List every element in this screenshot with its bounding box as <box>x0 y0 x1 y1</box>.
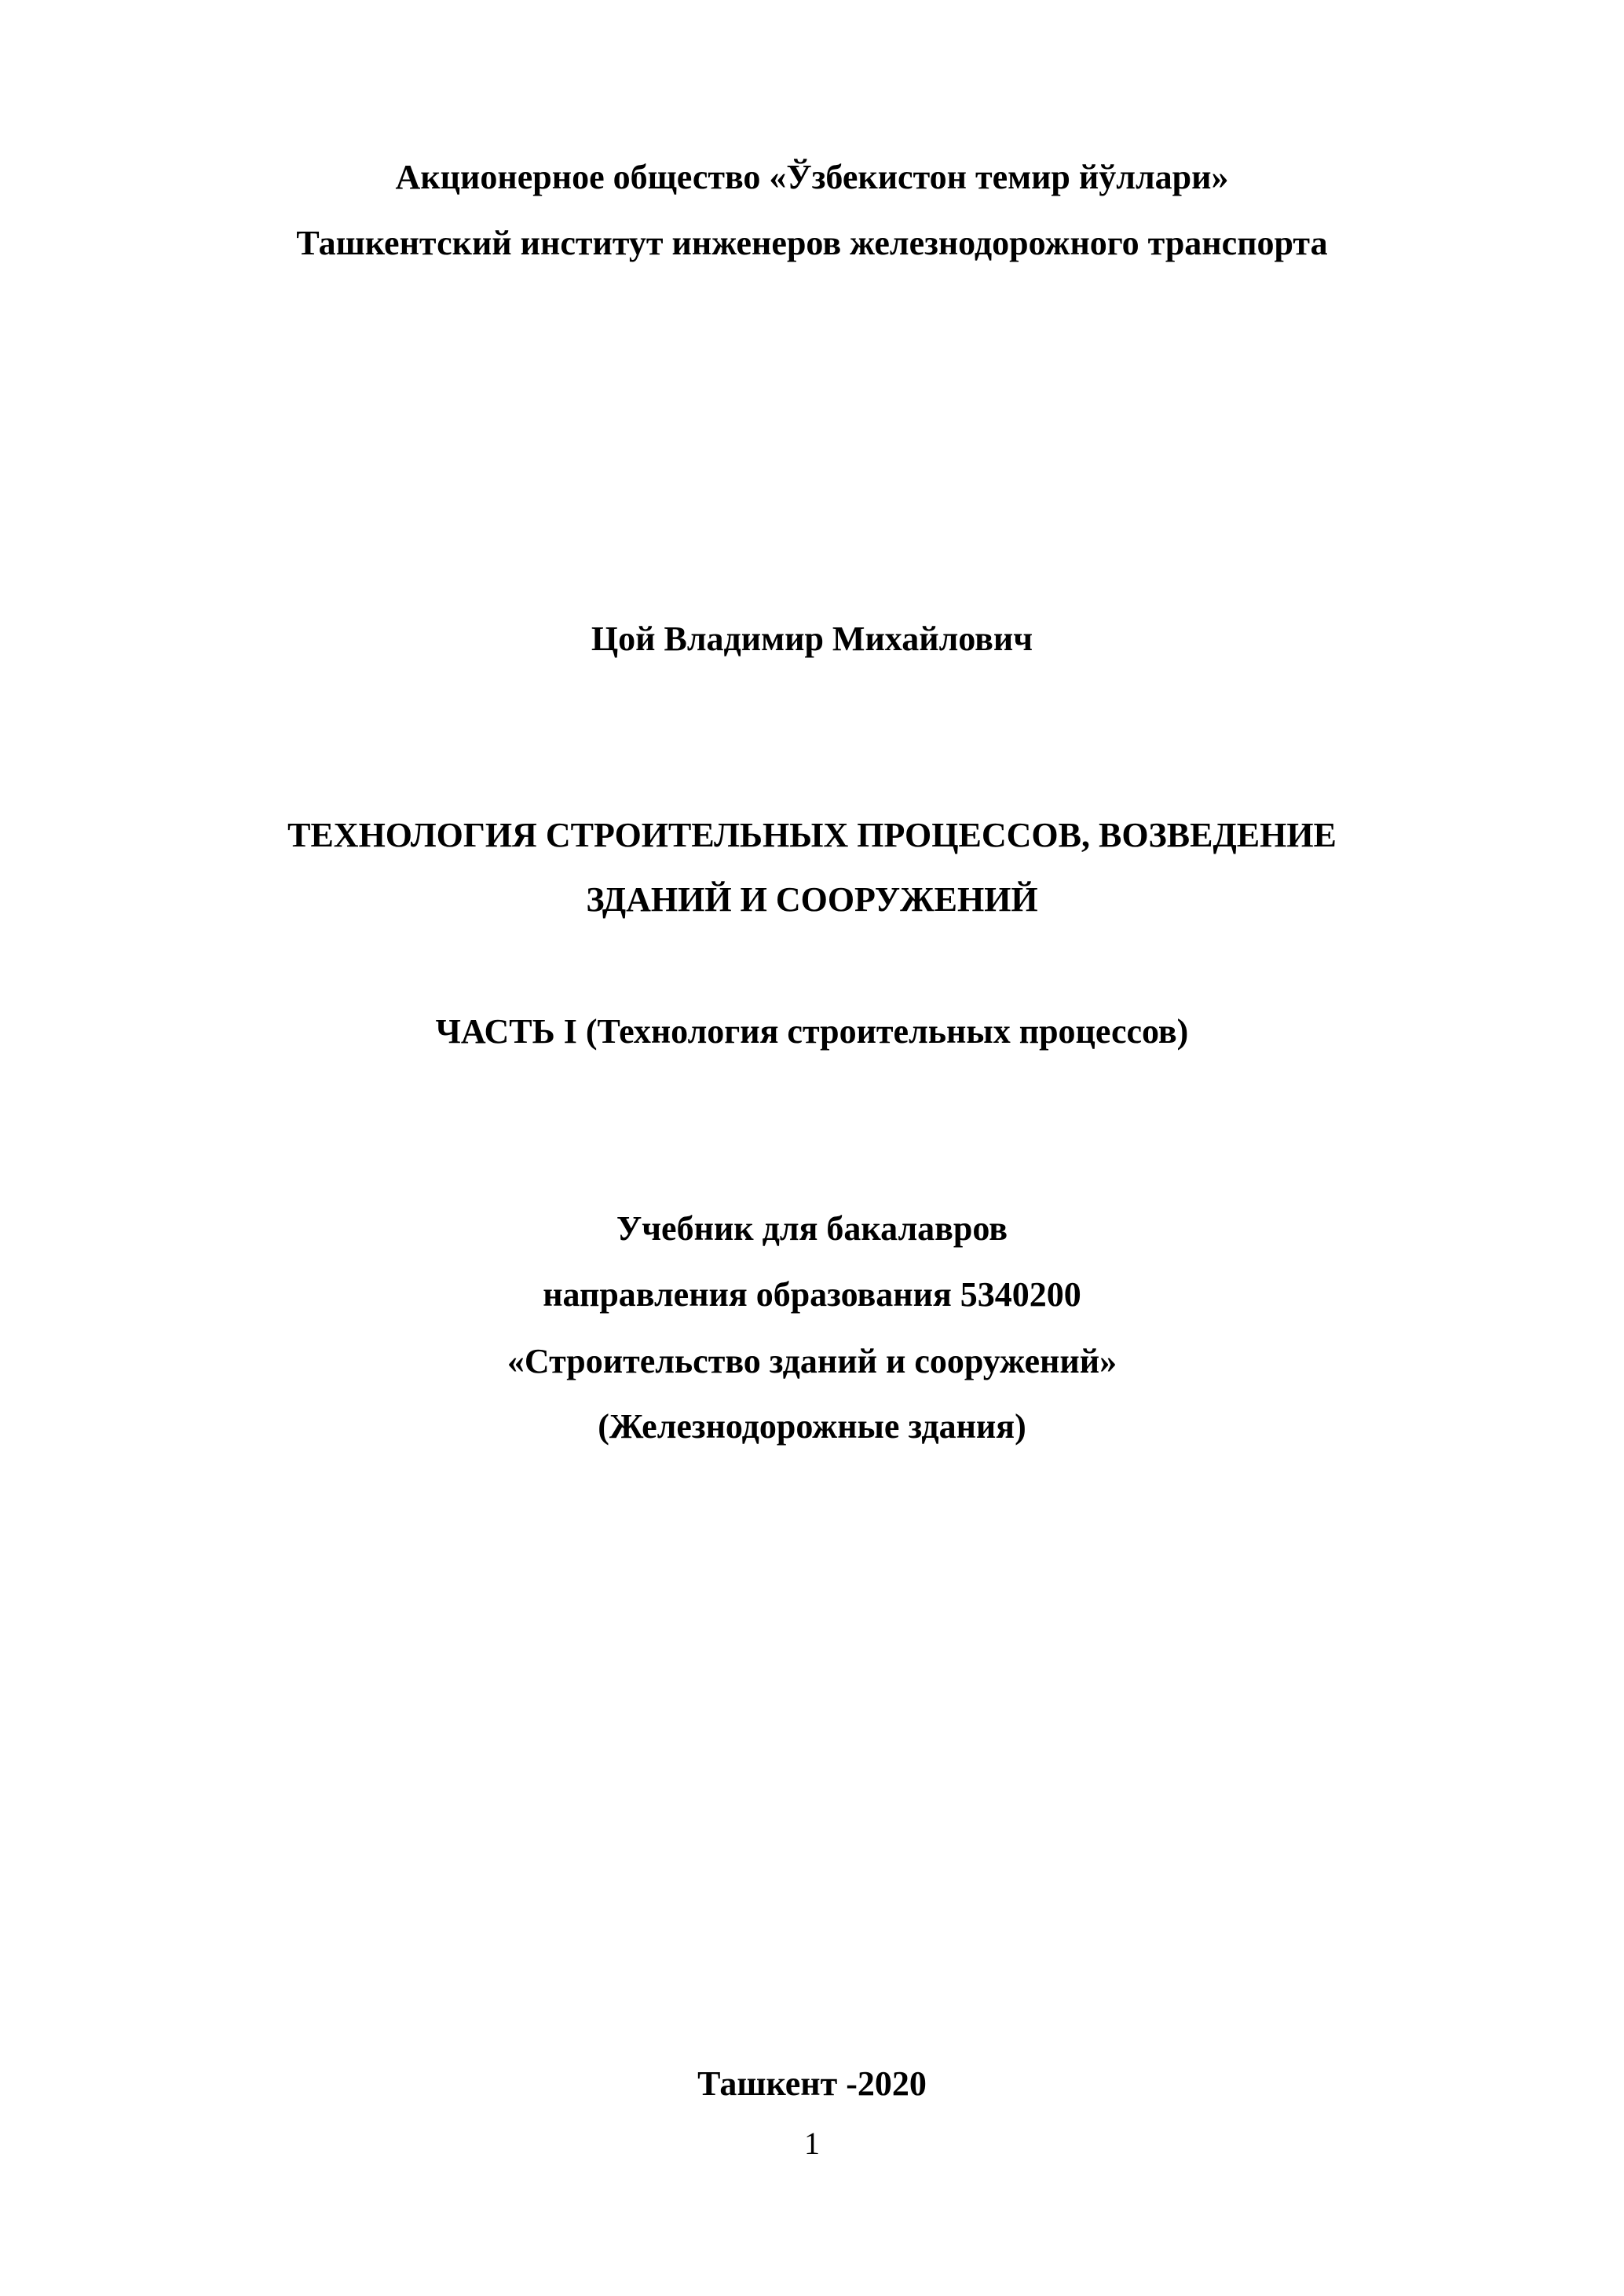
place-and-year: Ташкент -2020 <box>697 2064 927 2103</box>
institute-name: Ташкентский институт инженеров железнодорожного транспорта <box>296 224 1328 262</box>
organization-name: Акционерное общество «Ўзбекистон темир йўллари» <box>395 158 1229 196</box>
part-heading: ЧАСТЬ I (Технология строительных процессов) <box>435 1012 1189 1051</box>
description-line-2: направления образования 5340200 <box>543 1275 1081 1314</box>
description-line-1: Учебник для бакалавров <box>616 1209 1008 1248</box>
title-line-1: ТЕХНОЛОГИЯ СТРОИТЕЛЬНЫХ ПРОЦЕССОВ, ВОЗВЕДЕНИЕ <box>287 816 1337 854</box>
page-number: 1 <box>804 2126 820 2161</box>
author-name: Цой Владимир Михайлович <box>591 620 1033 658</box>
description-line-3: «Строительство зданий и сооружений» <box>507 1342 1117 1380</box>
description-line-4: (Железнодорожные здания) <box>598 1407 1026 1446</box>
title-line-2: ЗДАНИЙ И СООРУЖЕНИЙ <box>586 880 1038 919</box>
